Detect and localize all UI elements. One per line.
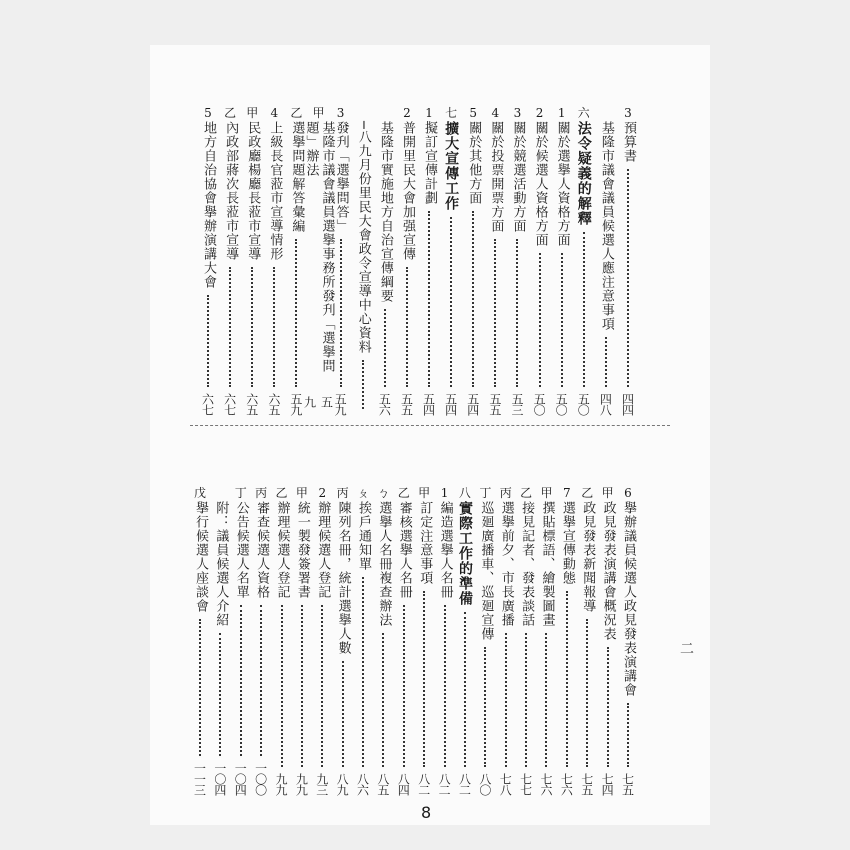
entry-title: 審核選擧人名冊 (396, 501, 412, 599)
entry-title: 選擧宣傳動態 (559, 501, 575, 585)
entry-number: 7 (563, 486, 571, 500)
entry-number: 乙 (397, 486, 410, 500)
toc-entry (354, 105, 372, 415)
entry-page: 五九 (333, 393, 348, 415)
entry-number: 5 (469, 106, 478, 120)
entry-title: 擧辦議員候選人政見發表演講會 (621, 501, 636, 697)
toc-entry (199, 105, 217, 415)
toc-entry (398, 105, 416, 415)
dot-leader (607, 647, 609, 767)
toc-entry (287, 105, 305, 415)
toc-entry (442, 105, 460, 415)
entry-number: 4 (491, 106, 500, 120)
entry-title: 關於選擧人資格方面 (554, 121, 570, 247)
entry-page: 八二 (437, 773, 452, 795)
toc-entry (597, 105, 615, 415)
dot-leader (525, 633, 527, 767)
entry-title: 審查候選人資格 (254, 501, 270, 599)
entry-title: 發刋「選擧問答」 (333, 121, 349, 233)
toc-entry (232, 485, 250, 795)
entry-page: 五九 (302, 396, 334, 408)
toc-entry (293, 485, 311, 795)
toc-entry (395, 485, 413, 795)
entry-page: 八二 (416, 773, 431, 795)
entry-title: 選擧前夕、市長廣播 (498, 501, 514, 627)
dot-leader (561, 253, 563, 387)
toc-entry (273, 485, 291, 795)
dot-leader (484, 647, 486, 767)
entry-page: 八〇 (477, 773, 492, 795)
entry-number: 乙 (224, 106, 237, 120)
entry-title: 編造選擧人名冊 (437, 501, 453, 599)
entry-number: 甲 (246, 106, 259, 120)
entry-number: 4 (270, 106, 279, 120)
entry-number: 甲 (312, 106, 325, 120)
toc-entry (558, 485, 576, 795)
entry-title: 撰貼標語、繪製圖畫 (539, 501, 555, 627)
entry-title: 地方自治協會擧辦演講大會 (201, 121, 216, 289)
toc-entry (265, 105, 283, 415)
entry-page: 五五 (399, 393, 414, 415)
toc-entry (619, 105, 637, 415)
entry-number: 甲 (295, 486, 308, 500)
entry-number: 六 (577, 106, 590, 120)
entry-title: 實際工作的準備 (456, 501, 473, 606)
toc-entry (517, 485, 535, 795)
entry-title: 關於競選活動方面 (510, 121, 526, 233)
entry-title: 巡廻廣播車、巡廻宣傳 (478, 501, 494, 641)
dot-leader (295, 239, 297, 387)
dot-leader (207, 295, 209, 387)
toc-entry (456, 485, 474, 795)
entry-page: 四四 (620, 393, 635, 415)
dot-leader (627, 169, 629, 387)
dot-leader (586, 619, 588, 767)
dot-leader (251, 267, 253, 387)
entry-number: 甲 (601, 486, 614, 500)
toc-entry (302, 105, 335, 415)
dot-leader (428, 211, 430, 387)
entry-title: 上級長官蒞市宣導情形 (267, 121, 283, 261)
toc-entry (252, 485, 270, 795)
toc-entry (243, 105, 261, 415)
entry-title: 民政廳楊廳長蒞市宣導 (245, 121, 261, 261)
entry-page: 五〇 (532, 393, 547, 415)
entry-page: 五四 (465, 393, 480, 415)
dot-leader (281, 605, 283, 767)
entry-page: 一一三 (192, 762, 207, 795)
entry-page: 八九 (335, 773, 350, 795)
dot-leader (273, 267, 275, 387)
entry-page: 九九 (274, 773, 289, 795)
toc-entry (415, 485, 433, 795)
entry-number: 丁 (479, 486, 492, 500)
entry-number: 乙 (275, 486, 288, 500)
entry-number: 丙 (255, 486, 268, 500)
dot-leader (362, 360, 364, 409)
toc-entry (221, 105, 239, 415)
dot-leader (516, 239, 518, 387)
entry-number: 七 (445, 106, 458, 120)
entry-title: 擴大宣傳工作 (443, 121, 460, 211)
entry-number: 丙 (336, 486, 349, 500)
entry-title: 陳列名冊，統計選擧人數 (335, 501, 351, 655)
entry-title: 訂定注意事項 (417, 501, 433, 585)
page-number: 8 (421, 803, 432, 822)
entry-title: 法令疑義的解釋 (575, 121, 592, 226)
entry-page: 八六 (355, 773, 370, 795)
dot-leader (260, 605, 262, 756)
entry-title: 普開里民大會加强宣傳 (399, 121, 415, 261)
entry-title: 選擧人名冊複查辦法 (376, 501, 392, 627)
entry-page: 五〇 (576, 393, 591, 415)
toc-entry (553, 105, 571, 415)
entry-page: 一〇四 (233, 762, 248, 795)
entry-title: 挨戶通知單 (356, 501, 372, 571)
entry-number: 丙 (499, 486, 512, 500)
entry-page: 一〇〇 (253, 762, 268, 795)
entry-number: 乙 (581, 486, 594, 500)
entry-title: 內政部蔣次長蒞市宣導 (223, 121, 239, 261)
entry-title: 預算書 (621, 121, 636, 163)
toc-entry (497, 485, 515, 795)
entry-number: 3 (336, 106, 345, 120)
entry-title: 基隆市實施地方自治宣傳綱要 (377, 121, 393, 303)
dot-leader (321, 605, 323, 767)
toc-entry (420, 105, 438, 415)
entry-title: 關於候選人資格方面 (532, 121, 548, 247)
dot-leader (340, 239, 342, 387)
entry-number: 2 (403, 106, 411, 120)
toc-entry (619, 485, 637, 795)
entry-page: 五四 (443, 393, 458, 415)
dot-leader (362, 577, 364, 767)
dot-leader (229, 267, 231, 387)
entry-number: 乙 (290, 106, 303, 120)
entry-page: 五六 (377, 393, 392, 415)
entry-number: 6 (624, 486, 632, 500)
entry-title: 選擧問題解答彙編 (289, 121, 305, 233)
dot-leader (545, 633, 547, 767)
dot-leader (342, 661, 344, 767)
dot-leader (566, 591, 568, 767)
entry-page: 九九 (294, 773, 309, 795)
entry-number: 甲 (540, 486, 553, 500)
entry-title: 關於投票開票方面 (488, 121, 504, 233)
dot-leader (539, 253, 541, 387)
entry-number: 3 (624, 106, 632, 120)
entry-page: 六五 (244, 393, 259, 415)
entry-number: 2 (318, 486, 327, 500)
dot-leader (444, 605, 446, 767)
entry-page: 七七 (518, 773, 533, 795)
entry-page: 八二 (457, 773, 472, 795)
entry-title: 接見記者、發表談話 (519, 501, 535, 627)
entry-page: 七五 (620, 773, 635, 795)
entry-title: ─八九月份里民大會政令宣導中心資料 (355, 121, 371, 354)
entry-page: 四八 (598, 393, 613, 415)
entry-title: 關於其他方面 (466, 121, 482, 205)
dot-leader (406, 267, 408, 387)
entry-number: 甲 (418, 486, 431, 500)
entry-number: 戊 (193, 486, 206, 500)
entry-page: 七六 (559, 773, 574, 795)
entry-page: 九三 (314, 773, 329, 795)
entry-title: 附：議員候選人介紹 (213, 501, 229, 627)
entry-page: 六五 (266, 393, 281, 415)
dot-leader (384, 309, 386, 387)
entry-page: 七八 (498, 773, 513, 795)
toc-entry (578, 485, 596, 795)
dot-leader (450, 217, 452, 387)
entry-page: 七四 (600, 773, 615, 795)
entry-title: 擧行候選人座談會 (193, 501, 208, 613)
entry-page: 五四 (421, 393, 436, 415)
toc-entry (191, 485, 209, 795)
toc-entry (537, 485, 555, 795)
entry-page: 八五 (375, 773, 390, 795)
toc-entry (599, 485, 617, 795)
entry-page: 五五 (487, 393, 502, 415)
entry-page: 七六 (538, 773, 553, 795)
side-marker: 二 (678, 641, 694, 655)
dot-leader (403, 605, 405, 767)
entry-number: 乙 (520, 486, 533, 500)
dot-leader (382, 633, 384, 767)
toc-entry (476, 485, 494, 795)
entry-number: 八 (458, 486, 471, 500)
entry-number: 5 (204, 106, 212, 120)
toc-entry (334, 485, 352, 795)
entry-page: 五九 (288, 393, 303, 415)
entry-title: 擬訂宣傳計劃 (422, 121, 438, 205)
entry-title: 基隆市議會議員候選人應注意事項 (598, 121, 614, 331)
dot-leader (505, 633, 507, 767)
dot-leader (472, 211, 474, 387)
entry-title: 基隆市議會議員選擧事務所發刋「選擧問題」辦法 (303, 121, 335, 373)
toc-entry (531, 105, 549, 415)
dot-leader (605, 337, 607, 387)
toc-entry (575, 105, 593, 415)
entry-page: 八四 (396, 773, 411, 795)
dot-leader (219, 633, 221, 756)
entry-number: 3 (513, 106, 522, 120)
entry-number: 1 (557, 106, 566, 120)
entry-page: 六七 (222, 393, 237, 415)
toc-entry (436, 485, 454, 795)
dot-leader (583, 232, 585, 387)
entry-title: 政見發表演講會概況表 (600, 501, 616, 641)
entry-title: 公告候選人名單 (233, 501, 249, 599)
toc-entry (376, 105, 394, 415)
entry-number: 2 (535, 106, 544, 120)
dot-leader (423, 591, 425, 767)
dot-leader (301, 605, 303, 767)
entry-title: 辦理候選人登記 (315, 501, 331, 599)
entry-title: 政見發表新聞報導 (580, 501, 596, 613)
dot-leader (240, 605, 242, 756)
toc-entry (508, 105, 526, 415)
toc-entry (486, 105, 504, 415)
entry-page: 一〇四 (212, 762, 227, 795)
toc-entry (211, 485, 229, 795)
entry-number: 1 (440, 486, 449, 500)
dot-leader (199, 619, 201, 756)
dot-leader (464, 612, 466, 767)
document-page (150, 45, 710, 825)
entry-page: 五三 (509, 393, 524, 415)
toc-entry (374, 485, 392, 795)
dot-leader (494, 239, 496, 387)
entry-number: 丁 (234, 486, 247, 500)
entry-title: 辦理候選人登記 (274, 501, 290, 599)
entry-page: 七五 (579, 773, 594, 795)
dot-leader (627, 703, 629, 767)
entry-page: 五〇 (554, 393, 569, 415)
entry-number: 1 (425, 106, 433, 120)
entry-page: 六七 (200, 393, 215, 415)
entry-number: ㄆ (357, 486, 370, 500)
toc-entry (464, 105, 482, 415)
entry-number: ㄅ (377, 486, 390, 500)
toc-entry (313, 485, 331, 795)
entry-title: 統一製發簽署書 (294, 501, 310, 599)
section-divider (190, 425, 670, 426)
toc-entry (354, 485, 372, 795)
